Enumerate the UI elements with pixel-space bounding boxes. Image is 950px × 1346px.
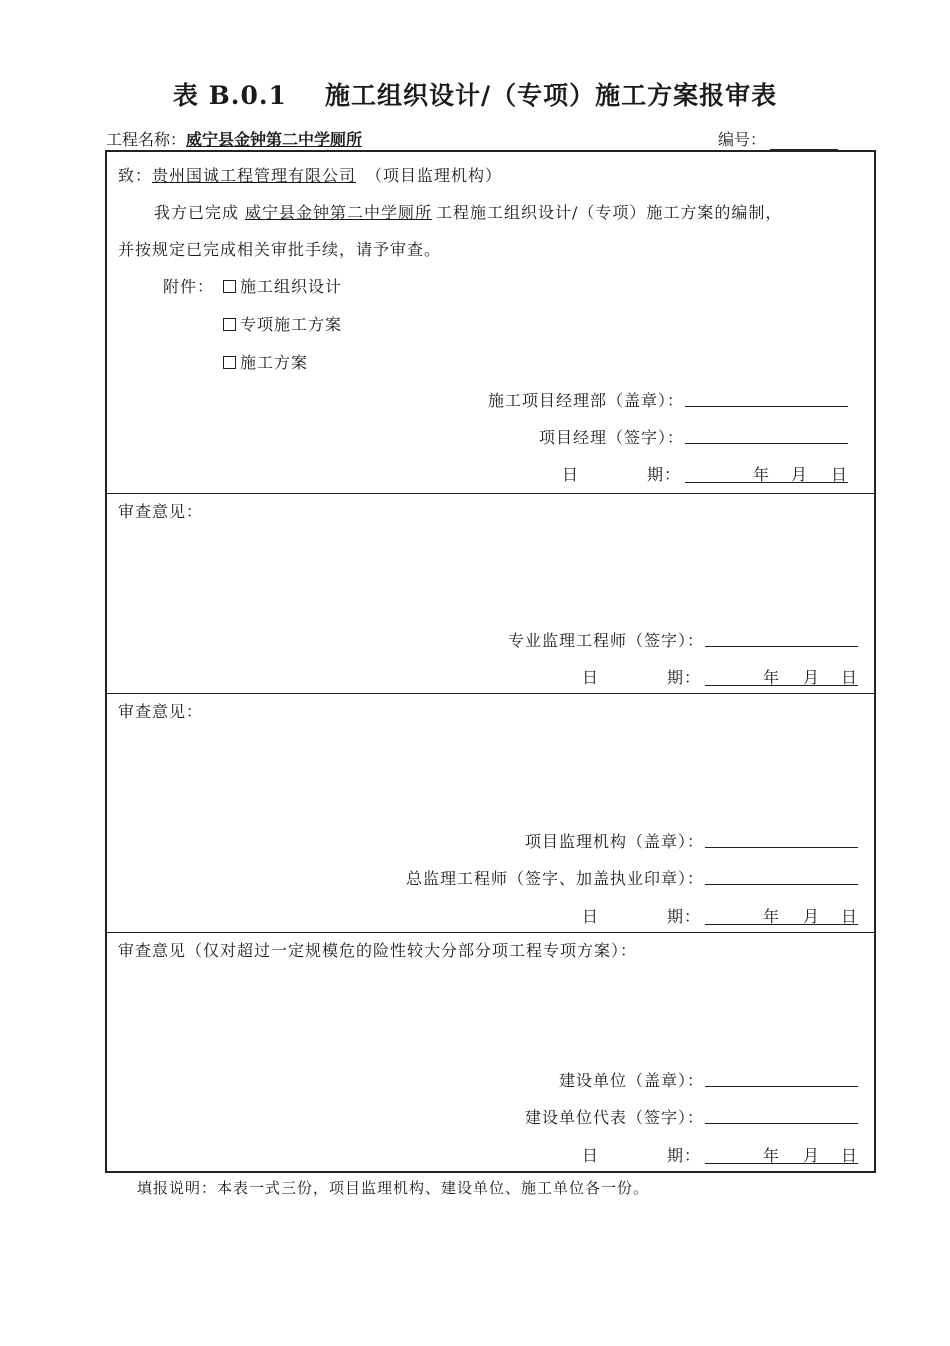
date-field[interactable]: [705, 1143, 858, 1164]
attachment-label: 施工组织设计: [240, 277, 343, 296]
owner-seal-field[interactable]: [705, 1086, 858, 1087]
to-label: 致：: [118, 166, 153, 185]
checkbox-icon[interactable]: [223, 356, 236, 369]
day-label: 日: [831, 465, 848, 484]
date-label-ri: 日: [582, 907, 600, 926]
attachment-label: 施工方案: [240, 353, 309, 372]
to-suffix: （项目监理机构）: [366, 166, 503, 185]
date-field[interactable]: [685, 462, 848, 483]
date-label-ri: 日: [562, 465, 580, 484]
attachments-label: 附件：: [163, 277, 215, 296]
date-field[interactable]: [705, 904, 858, 925]
form-code: 表 B.0.1: [172, 81, 287, 110]
opinion-label: 审查意见（仅对超过一定规模危的险性较大分部分项工程专项方案）：: [118, 941, 638, 960]
date-label-qi: 期：: [667, 907, 702, 926]
statement-project: 威宁县金钟第二中学厕所: [245, 203, 433, 222]
project-name: 威宁县金钟第二中学厕所: [186, 130, 363, 149]
owner-seal-label: 建设单位（盖章）：: [558, 1071, 704, 1090]
contractor-seal-field[interactable]: [685, 406, 848, 407]
attachment-item[interactable]: [223, 312, 342, 335]
section-submission: [107, 152, 874, 494]
attachment-item[interactable]: [223, 274, 342, 297]
year-label: 年: [763, 668, 780, 687]
supervisor-seal-label: 项目监理机构（盖章）：: [524, 832, 704, 851]
owner-rep-sign-field[interactable]: [705, 1123, 858, 1124]
date-label-ri: 日: [582, 668, 600, 687]
engineer-sign-field[interactable]: [705, 646, 858, 647]
form-table: [105, 150, 876, 1173]
year-label: 年: [763, 1146, 780, 1165]
attachment-item[interactable]: [223, 350, 308, 373]
number-row: [718, 127, 838, 150]
number-label: 编号：: [717, 130, 766, 149]
checkbox-icon[interactable]: [223, 280, 236, 293]
day-label: 日: [841, 1146, 858, 1165]
pm-sign-label: 项目经理（签字）：: [538, 428, 684, 447]
attachment-label: 专项施工方案: [240, 315, 343, 334]
form-title: [0, 76, 950, 112]
form-name: 施工组织设计/（专项）施工方案报审表: [324, 81, 778, 110]
pm-sign-field[interactable]: [685, 443, 848, 444]
opinion-label: 审查意见：: [118, 702, 204, 721]
section-engineer-review: [107, 493, 874, 694]
year-label: 年: [763, 907, 780, 926]
project-label: 工程名称：: [106, 130, 187, 149]
project-name-row: [106, 127, 362, 150]
addressee-line: [118, 163, 502, 186]
section-owner-review: [107, 932, 874, 1171]
statement-line-1: [154, 200, 782, 223]
contractor-seal-label: 施工项目经理部（盖章）：: [487, 391, 684, 410]
checkbox-icon[interactable]: [223, 318, 236, 331]
meta-row: [106, 127, 874, 149]
year-label: 年: [753, 465, 770, 484]
section-chief-review: [107, 693, 874, 933]
month-label: 月: [791, 465, 808, 484]
supervisor-seal-field[interactable]: [705, 847, 858, 848]
statement-prefix: 我方已完成: [154, 203, 240, 222]
month-label: 月: [803, 1146, 820, 1165]
date-label-qi: 期：: [647, 465, 682, 484]
owner-rep-sign-label: 建设单位代表（签字）：: [524, 1108, 704, 1127]
date-label-ri: 日: [582, 1146, 600, 1165]
day-label: 日: [841, 668, 858, 687]
month-label: 月: [803, 668, 820, 687]
month-label: 月: [803, 907, 820, 926]
statement-line-2: 并按规定已完成相关审批手续，请予审查。: [118, 240, 442, 259]
date-label-qi: 期：: [667, 668, 702, 687]
statement-suffix: 工程施工组织设计/（专项）施工方案的编制，: [436, 203, 783, 222]
day-label: 日: [841, 907, 858, 926]
number-field[interactable]: [770, 133, 838, 150]
fill-instructions: 填报说明：本表一式三份，项目监理机构、建设单位、施工单位各一份。: [137, 1179, 650, 1197]
to-org: 贵州国诚工程管理有限公司: [152, 166, 357, 185]
opinion-label: 审查意见：: [118, 502, 204, 521]
chief-sign-field[interactable]: [705, 884, 858, 885]
date-label-qi: 期：: [667, 1146, 702, 1165]
chief-sign-label: 总监理工程师（签字、加盖执业印章）：: [405, 869, 704, 888]
engineer-sign-label: 专业监理工程师（签字）：: [507, 631, 704, 650]
date-field[interactable]: [705, 665, 858, 686]
